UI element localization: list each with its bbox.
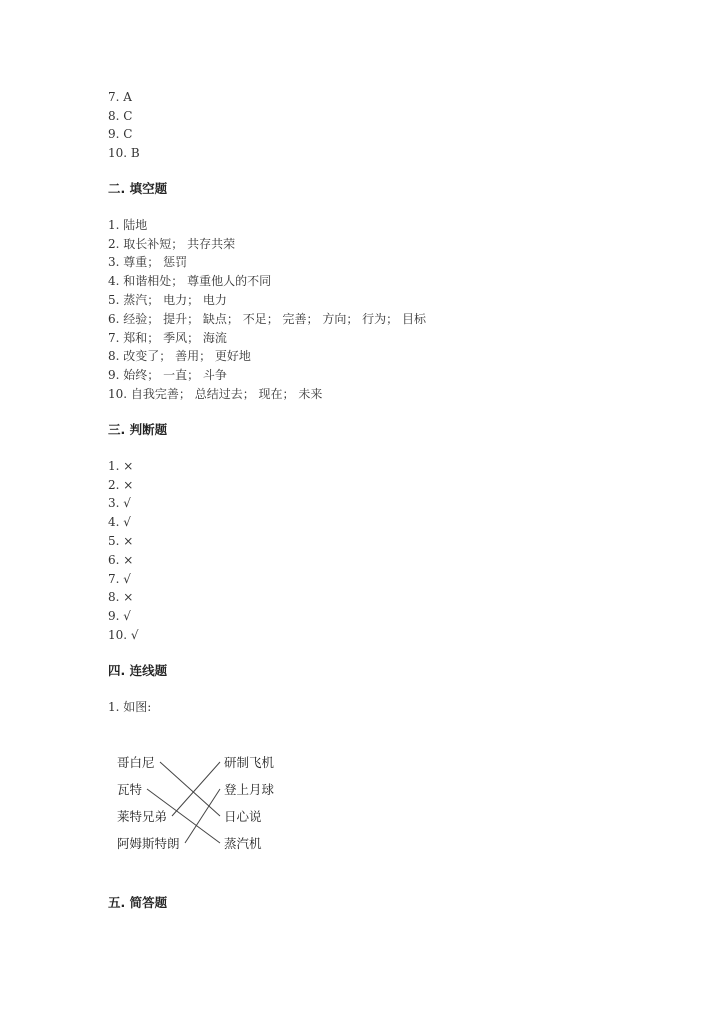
match-left-1: 哥白尼 [117, 755, 155, 770]
match-right-3: 日心说 [224, 809, 262, 824]
match-right-2: 登上月球 [224, 782, 275, 797]
judge-answer-10: 10. √ [108, 628, 139, 642]
judge-answer-1: 1. × [108, 459, 134, 473]
match-right-1: 研制飞机 [224, 755, 275, 770]
choice-answer-8: 8. C [108, 109, 133, 123]
judge-answer-8: 8. × [108, 590, 134, 604]
judge-answer-2: 2. × [108, 478, 134, 492]
choice-answer-9: 9. C [108, 127, 133, 141]
fill-answer-8: 8. 改变了； 善用； 更好地 [108, 349, 251, 363]
match-section-heading: 四. 连线题 [108, 663, 168, 678]
judge-answer-3: 3. √ [108, 496, 131, 510]
judge-section-heading: 三. 判断题 [108, 422, 168, 437]
fill-answer-10: 10. 自我完善； 总结过去； 现在； 未来 [108, 387, 323, 401]
judge-answer-7: 7. √ [108, 572, 131, 586]
fill-answer-6: 6. 经验； 提升； 缺点； 不足； 完善； 方向； 行为； 目标 [108, 312, 426, 326]
fill-answer-2: 2. 取长补短； 共存共荣 [108, 237, 236, 251]
match-left-2: 瓦特 [117, 782, 143, 797]
match-left-4: 阿姆斯特朗 [117, 836, 180, 851]
fill-answer-3: 3. 尊重； 惩罚 [108, 255, 188, 269]
judge-answer-5: 5. × [108, 534, 134, 548]
fill-answer-5: 5. 蒸汽； 电力； 电力 [108, 293, 227, 307]
fill-section-heading: 二. 填空题 [108, 181, 168, 196]
match-link-3 [172, 762, 220, 816]
match-link-1 [160, 762, 220, 816]
judge-answer-9: 9. √ [108, 609, 131, 623]
match-link-4 [185, 789, 220, 843]
fill-answer-4: 4. 和谐相处； 尊重他人的不同 [108, 274, 272, 288]
match-right-4: 蒸汽机 [224, 836, 262, 851]
fill-answer-9: 9. 始终； 一直； 斗争 [108, 368, 227, 382]
short-section-heading: 五. 简答题 [108, 895, 168, 910]
fill-answer-7: 7. 郑和； 季风； 海流 [108, 331, 227, 345]
choice-answer-7: 7. A [108, 90, 132, 104]
judge-answer-6: 6. × [108, 553, 134, 567]
judge-answer-4: 4. √ [108, 515, 131, 529]
choice-answer-10: 10. B [108, 146, 140, 160]
match-item-label: 1. 如图: [108, 700, 152, 714]
match-left-3: 莱特兄弟 [117, 809, 168, 824]
fill-answer-1: 1. 陆地 [108, 218, 148, 232]
